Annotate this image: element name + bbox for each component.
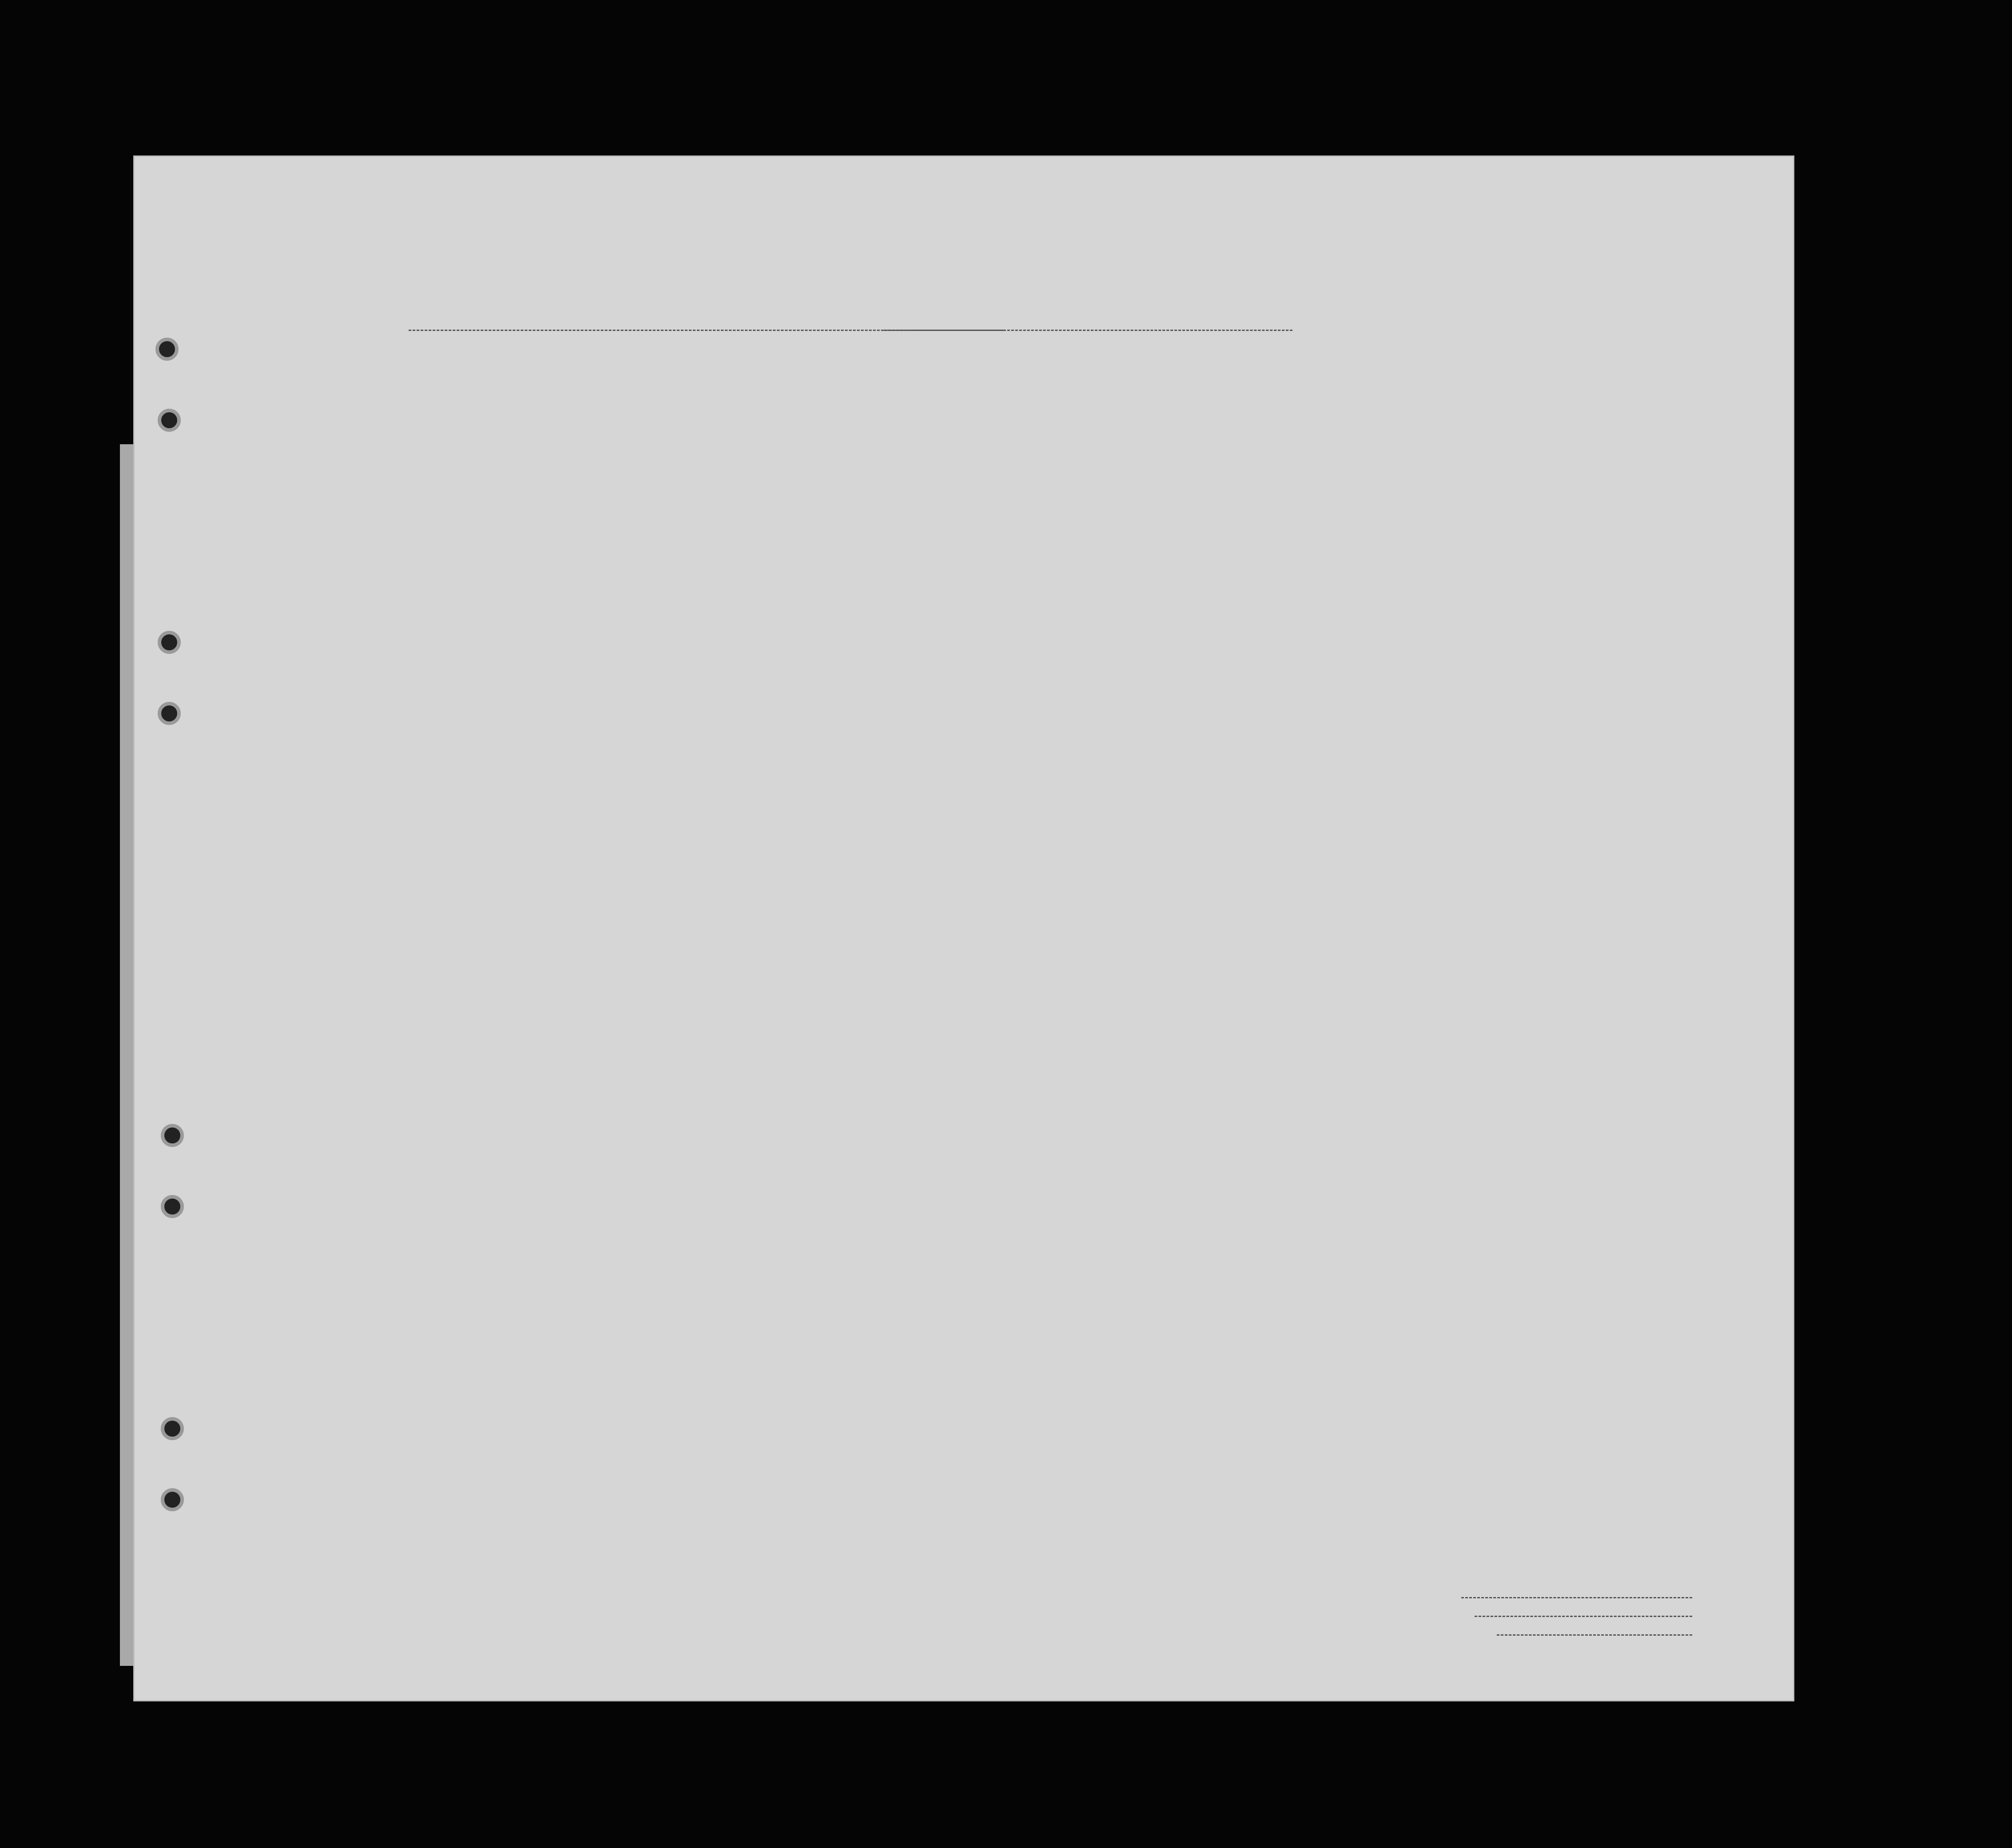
binder-hole <box>161 1488 184 1511</box>
binder-hole <box>158 409 181 432</box>
line-underline <box>1461 1597 1692 1598</box>
binder-hole <box>155 338 179 361</box>
owners-underline <box>1475 1616 1692 1617</box>
binder-hole <box>161 1124 184 1147</box>
binder-hole <box>158 702 181 725</box>
agents-underline <box>1497 1634 1692 1636</box>
binder-hole <box>158 631 181 654</box>
binder-hole <box>161 1195 184 1218</box>
binder-hole <box>161 1417 184 1440</box>
manifest-sheet <box>133 155 1794 1701</box>
manifest-table <box>133 155 1794 1701</box>
